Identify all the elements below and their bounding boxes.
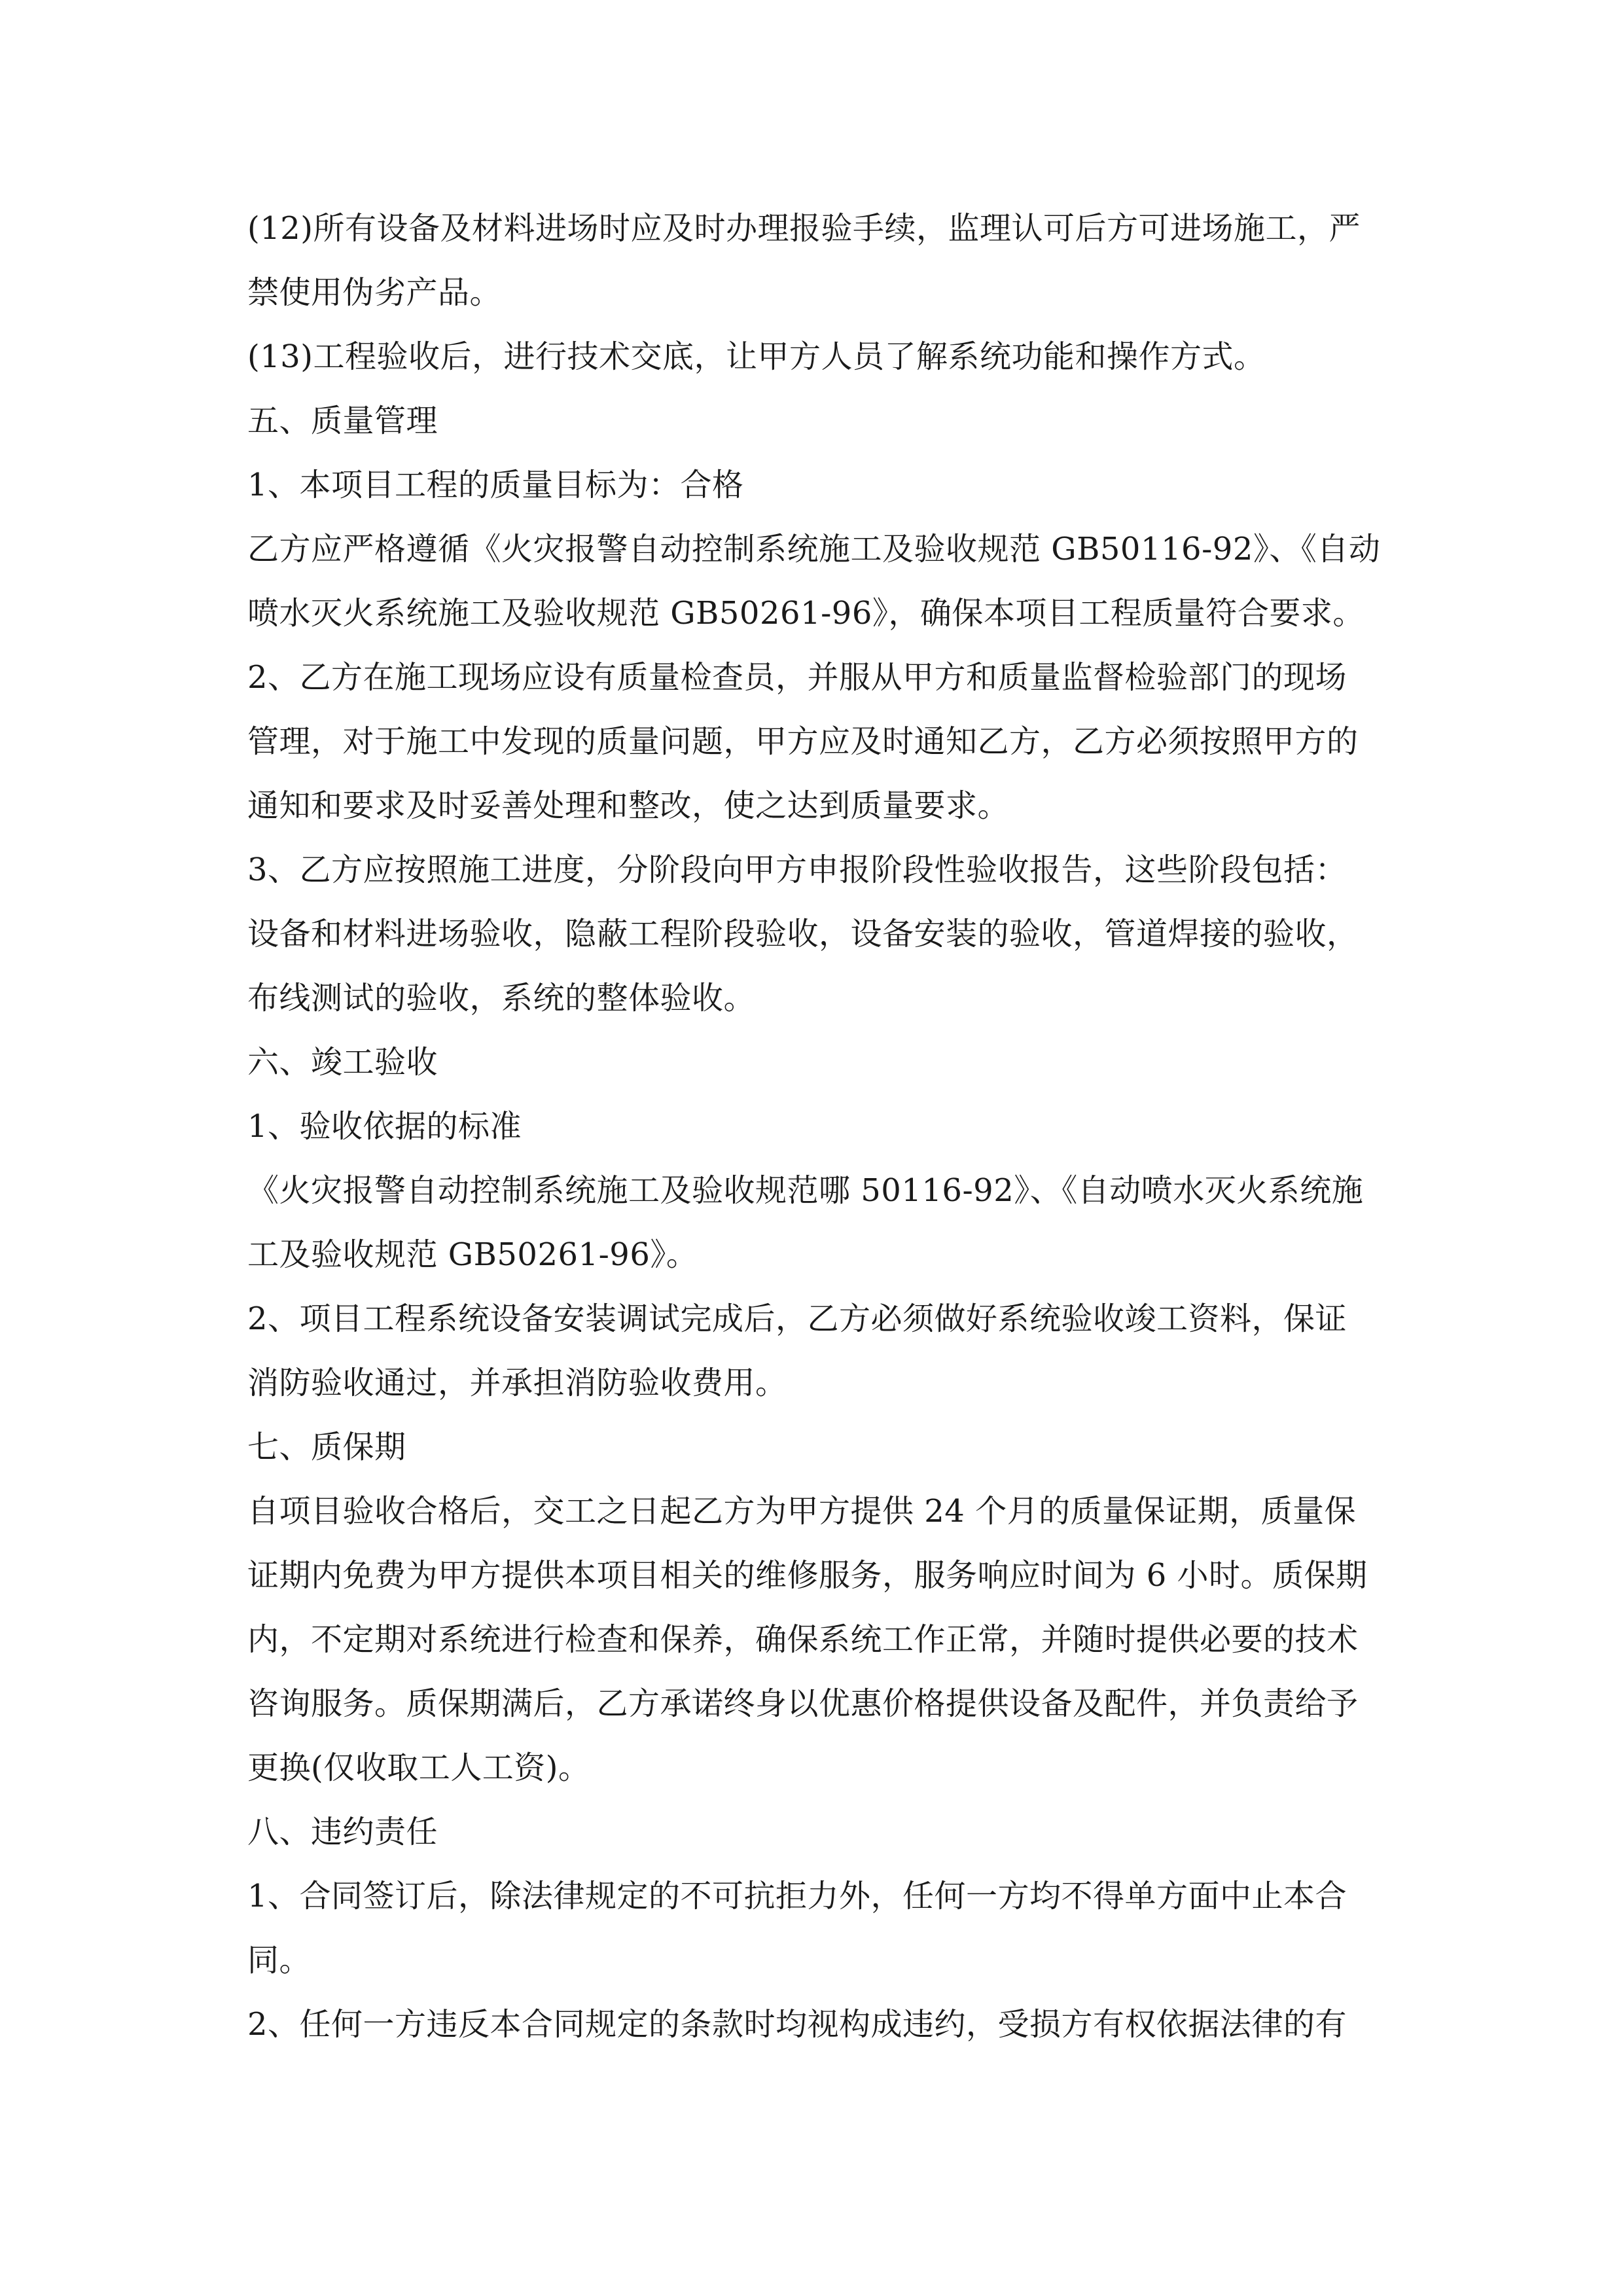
text-line-13: 布线测试的验收，系统的整体验收。 bbox=[247, 980, 756, 1016]
text-line-27: 1、合同签订后，除法律规定的不可抗拒力外，任何一方均不得单方面中止本合 bbox=[247, 1878, 1347, 1914]
text-line-23: 内，不定期对系统进行检查和保养，确保系统工作正常，并随时提供必要的技术 bbox=[247, 1621, 1359, 1658]
text-line-6: 乙方应严格遵循《火灾报警自动控制系统施工及验收规范 GB50116-92》、《自动 bbox=[247, 531, 1381, 567]
section-heading-warranty-period: 七、质保期 bbox=[247, 1429, 406, 1465]
text-line-1: (12)所有设备及材料进场时应及时办理报验手续，监理认可后方可进场施工，严 bbox=[247, 210, 1361, 247]
text-line-3: (13)工程验收后，进行技术交底，让甲方人员了解系统功能和操作方式。 bbox=[247, 338, 1266, 375]
text-line-8: 2、乙方在施工现场应设有质量检查员，并服从甲方和质量监督检验部门的现场 bbox=[247, 659, 1347, 696]
text-line-22: 证期内免费为甲方提供本项目相关的维修服务，服务响应时间为 6 小时。质保期 bbox=[247, 1557, 1368, 1594]
text-line-24: 咨询服务。质保期满后，乙方承诺终身以优惠价格提供设备及配件，并负责给予 bbox=[247, 1685, 1359, 1722]
text-line-11: 3、乙方应按照施工进度，分阶段向甲方申报阶段性验收报告，这些阶段包括： bbox=[247, 852, 1347, 888]
text-line-25: 更换(仅收取工人工资)。 bbox=[247, 1749, 590, 1786]
text-line-15: 1、验收依据的标准 bbox=[247, 1108, 522, 1145]
text-line-29: 2、任何一方违反本合同规定的条款时均视构成违约，受损方有权依据法律的有 bbox=[247, 2006, 1347, 2043]
document-body bbox=[247, 196, 1394, 2056]
text-line-17: 工及验收规范 GB50261-96》。 bbox=[247, 1236, 698, 1273]
text-line-7: 喷水灭火系统施工及验收规范 GB50261-96》，确保本项目工程质量符合要求。 bbox=[247, 595, 1364, 632]
text-line-9: 管理，对于施工中发现的质量问题，甲方应及时通知乙方，乙方必须按照甲方的 bbox=[247, 723, 1359, 760]
text-line-28: 同。 bbox=[247, 1942, 312, 1979]
text-line-5: 1、本项目工程的质量目标为：合格 bbox=[247, 467, 744, 503]
text-line-2: 禁使用伪劣产品。 bbox=[247, 274, 502, 311]
text-line-18: 2、项目工程系统设备安装调试完成后，乙方必须做好系统验收竣工资料，保证 bbox=[247, 1300, 1347, 1337]
section-heading-breach-liability: 八、违约责任 bbox=[247, 1814, 438, 1850]
text-line-10: 通知和要求及时妥善处理和整改，使之达到质量要求。 bbox=[247, 787, 1010, 824]
text-line-16: 《火灾报警自动控制系统施工及验收规范哪 50116-92》、《自动喷水灭火系统施 bbox=[247, 1172, 1364, 1209]
text-line-12: 设备和材料进场验收，隐蔽工程阶段验收，设备安装的验收，管道焊接的验收， bbox=[247, 916, 1359, 952]
text-line-19: 消防验收通过，并承担消防验收费用。 bbox=[247, 1365, 787, 1401]
section-heading-completion-acceptance: 六、竣工验收 bbox=[247, 1044, 438, 1081]
section-heading-quality-management: 五、质量管理 bbox=[247, 403, 438, 439]
text-line-21: 自项目验收合格后，交工之日起乙方为甲方提供 24 个月的质量保证期，质量保 bbox=[247, 1493, 1357, 1530]
